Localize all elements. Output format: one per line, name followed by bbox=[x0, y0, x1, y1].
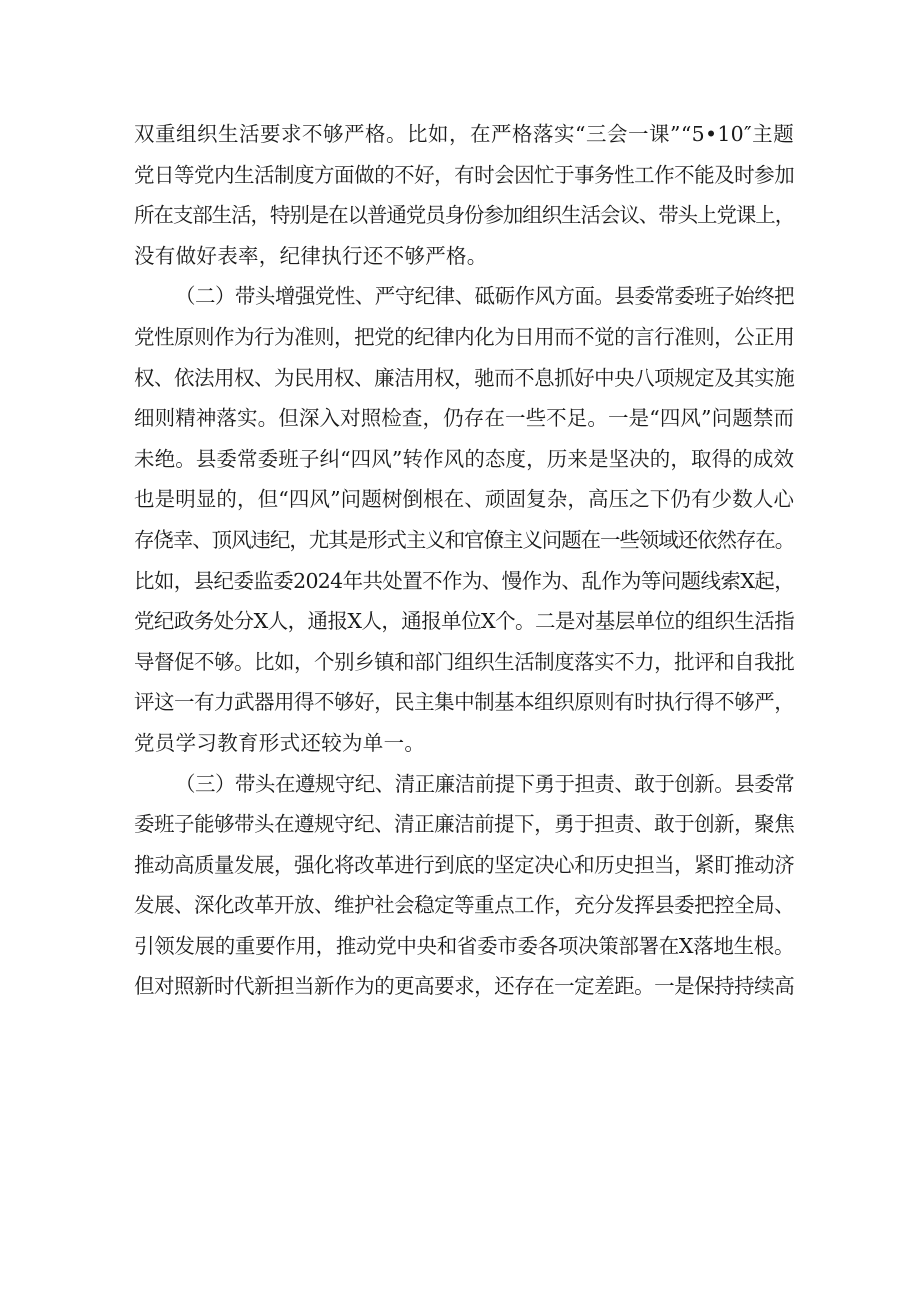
document-body bbox=[134, 114, 794, 1007]
text-line: 细则精神落实。但深入对照检查，仍存在一些不足。一是“四风”问题禁而 bbox=[134, 406, 794, 431]
text-line: 权、依法用权、为民用权、廉洁用权，驰而不息抓好中央八项规定及其实施 bbox=[134, 365, 794, 390]
paragraph-section-two bbox=[134, 276, 794, 763]
text-line: 未绝。县委常委班子纠“四风”转作风的态度，历来是坚决的，取得的成效 bbox=[134, 446, 794, 471]
text-line: 比如，县纪委监委2024年共处置不作为、慢作为、乱作为等问题线索X起， bbox=[134, 568, 794, 593]
text-line: 存侥幸、顶风违纪，尤其是形式主义和官僚主义问题在一些领域还依然存在。 bbox=[134, 527, 794, 552]
text-line: 双重组织生活要求不够严格。比如，在严格落实“三会一课”“5•10″主题 bbox=[134, 122, 794, 146]
text-line: 委班子能够带头在遵规守纪、清正廉洁前提下，勇于担责、敢于创新，聚焦 bbox=[134, 812, 794, 837]
text-line: 推动高质量发展，强化将改革进行到底的坚定决心和历史担当，紧盯推动济 bbox=[134, 852, 794, 877]
text-line: 党日等党内生活制度方面做的不好，有时会因忙于事务性工作不能及时参加 bbox=[134, 162, 794, 187]
text-line: 但对照新时代新担当新作为的更高要求，还存在一定差距。一是保持持续高 bbox=[134, 974, 794, 999]
paragraph-organizational-life bbox=[134, 114, 794, 276]
text-line: 所在支部生活，特别是在以普通党员身份参加组织生活会议、带头上党课上， bbox=[134, 203, 794, 228]
text-line: 也是明显的，但“四风”问题树倒根在、顽固复杂，高压之下仍有少数人心 bbox=[134, 487, 794, 512]
text-line: （三）带头在遵规守纪、清正廉洁前提下勇于担责、敢于创新。县委常 bbox=[175, 771, 794, 796]
text-line: 没有做好表率，纪律执行还不够严格。 bbox=[134, 243, 488, 268]
text-line: 党纪政务处分X人，通报X人，通报单位X个。二是对基层单位的组织生活指 bbox=[134, 609, 794, 634]
text-line: 发展、深化改革开放、维护社会稳定等重点工作，充分发挥县委把控全局、 bbox=[134, 893, 794, 918]
text-line: 党性原则作为行为准则，把党的纪律内化为日用而不觉的言行准则，公正用 bbox=[134, 324, 794, 349]
text-line: 导督促不够。比如，个别乡镇和部门组织生活制度落实不力，批评和自我批 bbox=[134, 649, 794, 674]
text-line: （二）带头增强党性、严守纪律、砥砺作风方面。县委常委班子始终把 bbox=[175, 284, 794, 309]
text-line: 党员学习教育形式还较为单一。 bbox=[134, 730, 426, 755]
text-line: 评这一有力武器用得不够好，民主集中制基本组织原则有时执行得不够严， bbox=[134, 690, 794, 715]
paragraph-section-three bbox=[134, 764, 794, 1008]
text-line: 引领发展的重要作用，推动党中央和省委市委各项决策部署在X落地生根。 bbox=[134, 933, 794, 958]
